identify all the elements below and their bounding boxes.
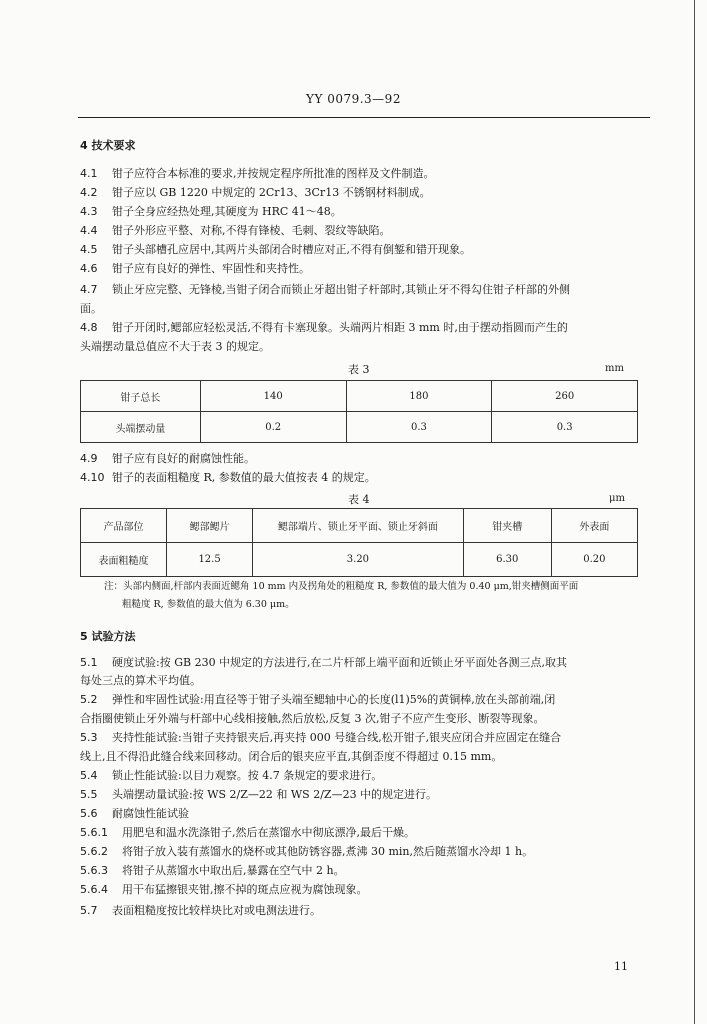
table-row bbox=[81, 543, 638, 577]
table-cell: 260 bbox=[492, 381, 638, 412]
clause-number: 5.6.3 bbox=[80, 864, 108, 877]
clause-number: 5.5 bbox=[80, 788, 98, 801]
clause-number: 4.9 bbox=[80, 452, 98, 465]
table-header: 鳃部鳃片 bbox=[167, 509, 253, 543]
clause-text-continued: 合指圈使锁止牙外端与杆部中心线相接触,然后放松,反复 3 次,钳子不应产生变形、断裂等现象。 bbox=[80, 712, 545, 725]
table-header-row bbox=[81, 509, 638, 543]
clause-text: 头端摆动量试验:按 WS 2/Z—22 和 WS 2/Z—23 中的规定进行。 bbox=[112, 788, 438, 801]
clause-number: 5.4 bbox=[80, 769, 98, 782]
clause-number: 4.2 bbox=[80, 186, 98, 199]
table-cell: 0.3 bbox=[346, 412, 492, 443]
clause-number: 4.4 bbox=[80, 224, 98, 237]
clause-number: 4.10 bbox=[80, 471, 105, 484]
clause-number: 5.2 bbox=[80, 693, 98, 706]
clause-number: 5.1 bbox=[80, 656, 98, 669]
table-cell: 0.2 bbox=[200, 412, 346, 443]
clause-number: 5.3 bbox=[80, 731, 98, 744]
header-rule bbox=[78, 117, 650, 118]
clause-text: 硬度试验:按 GB 230 中规定的方法进行,在二片杆部上端平面和近锁止牙平面处各测三点,取其 bbox=[112, 656, 568, 669]
clause-number: 4.7 bbox=[80, 283, 98, 296]
clause-text-continued: 线上,且不得沿此缝合线来回移动。闭合后的银夹应平直,其倒歪度不得超过 0.15 mm。 bbox=[80, 750, 503, 763]
clause-text: 钳子开闭时,鳃部应轻松灵活,不得有卡塞现象。头端两片相距 3 mm 时,由于摆动指圆而产生的 bbox=[112, 321, 568, 334]
clause-text: 钳子应有良好的弹性、牢固性和夹持性。 bbox=[112, 262, 310, 275]
clause-text-continued: 面。 bbox=[80, 302, 102, 315]
table-row bbox=[81, 412, 638, 443]
table-header: 鳃部端片、锁止牙平面、锁止牙斜面 bbox=[253, 509, 464, 543]
table-cell: 140 bbox=[200, 381, 346, 412]
table-row bbox=[81, 381, 638, 412]
clause-text: 用干布猛擦银夹钳,擦不掉的斑点应视为腐蚀现象。 bbox=[122, 883, 368, 896]
clause-text: 钳子全身应经热处理,其硬度为 HRC 41～48。 bbox=[112, 205, 342, 218]
table-cell: 6.30 bbox=[463, 543, 551, 577]
clause-text: 夹持性能试验:当钳子夹持银夹后,再夹持 000 号缝合线,松开钳子,银夹应闭合并应固定在缝合 bbox=[112, 731, 562, 744]
clause-number: 4.8 bbox=[80, 321, 98, 334]
clause-text: 耐腐蚀性能试验 bbox=[112, 807, 189, 820]
clause-text: 钳子的表面粗糙度 R, 参数值的最大值按表 4 的规定。 bbox=[112, 471, 376, 484]
clause-text: 锁止性能试验:以目力观察。按 4.7 条规定的要求进行。 bbox=[112, 769, 383, 782]
clause-number: 4.1 bbox=[80, 167, 98, 180]
table-row-label: 表面粗糙度 bbox=[81, 543, 167, 577]
table-4-caption: 表 4 bbox=[348, 493, 370, 506]
clause-number: 4.6 bbox=[80, 262, 98, 275]
page-number: 11 bbox=[614, 960, 628, 973]
table-cell: 180 bbox=[346, 381, 492, 412]
clause-text: 用肥皂和温水洗涤钳子,然后在蒸馏水中彻底漂净,最后干燥。 bbox=[122, 826, 415, 839]
clause-text-continued: 每处三点的算术平均值。 bbox=[80, 674, 201, 687]
table-cell: 0.20 bbox=[551, 543, 637, 577]
table-header: 外表面 bbox=[551, 509, 637, 543]
table-3-unit: mm bbox=[605, 363, 624, 374]
table-4 bbox=[80, 508, 638, 577]
table-cell: 3.20 bbox=[253, 543, 464, 577]
clause-number: 5.6.2 bbox=[80, 845, 108, 858]
table-4-note-continued: 粗糙度 R, 参数值的最大值为 6.30 μm。 bbox=[122, 599, 295, 610]
table-cell: 0.3 bbox=[492, 412, 638, 443]
table-3-caption: 表 3 bbox=[348, 363, 370, 376]
clause-number: 5.6.1 bbox=[80, 826, 108, 839]
section-5-title: 5 试验方法 bbox=[80, 630, 136, 643]
clause-text: 钳子头部槽孔应居中,其两片头部闭合时槽应对正,不得有倒錾和错开现象。 bbox=[112, 243, 471, 256]
clause-text: 钳子外形应平整、对称,不得有锋棱、毛刺、裂纹等缺陷。 bbox=[112, 224, 391, 237]
table-row-label: 钳子总长 bbox=[81, 381, 201, 412]
clause-number: 5.6 bbox=[80, 807, 98, 820]
clause-number: 5.6.4 bbox=[80, 883, 108, 896]
clause-text: 锁止牙应完整、无锋棱,当钳子闭合而锁止牙超出钳子杆部时,其锁止牙不得勾住钳子杆部的外侧 bbox=[112, 283, 570, 296]
clause-number: 4.3 bbox=[80, 205, 98, 218]
clause-text-continued: 头端摆动量总值应不大于表 3 的规定。 bbox=[80, 340, 270, 353]
clause-number: 5.7 bbox=[80, 904, 98, 917]
table-header: 钳夹槽 bbox=[463, 509, 551, 543]
clause-text: 钳子应有良好的耐腐蚀性能。 bbox=[112, 452, 255, 465]
table-cell: 12.5 bbox=[167, 543, 253, 577]
table-header: 产品部位 bbox=[81, 509, 167, 543]
standard-code-header: YY 0079.3—92 bbox=[306, 92, 401, 106]
clause-text: 将钳子放入装有蒸馏水的烧杯或其他防锈容器,煮沸 30 min,然后随蒸馏水冷却 1 h。 bbox=[122, 845, 534, 858]
clause-text: 钳子应以 GB 1220 中规定的 2Cr13、3Cr13 不锈钢材料制成。 bbox=[112, 186, 431, 199]
table-4-unit: μm bbox=[609, 493, 625, 504]
scan-edge-line bbox=[694, 0, 695, 1024]
clause-text: 表面粗糙度按比较样块比对或电测法进行。 bbox=[112, 904, 321, 917]
section-4-title: 4 技术要求 bbox=[80, 139, 136, 152]
table-4-note: 注：头部内侧面,杆部内表面近鳃角 10 mm 内及拐角处的粗糙度 R, 参数值的最大值为 0.40 μm,钳夹槽侧面平面 bbox=[104, 581, 579, 592]
clause-number: 4.5 bbox=[80, 243, 98, 256]
table-row-label: 头端摆动量 bbox=[81, 412, 201, 443]
clause-text: 弹性和牢固性试验:用直径等于钳子头端至鳃轴中心的长度(l1)5%的黄铜棒,放在头部前端,闭 bbox=[112, 693, 556, 706]
clause-text: 钳子应符合本标准的要求,并按规定程序所批准的图样及文件制造。 bbox=[112, 167, 435, 180]
table-3 bbox=[80, 380, 638, 443]
clause-text: 将钳子从蒸馏水中取出后,暴露在空气中 2 h。 bbox=[122, 864, 345, 877]
